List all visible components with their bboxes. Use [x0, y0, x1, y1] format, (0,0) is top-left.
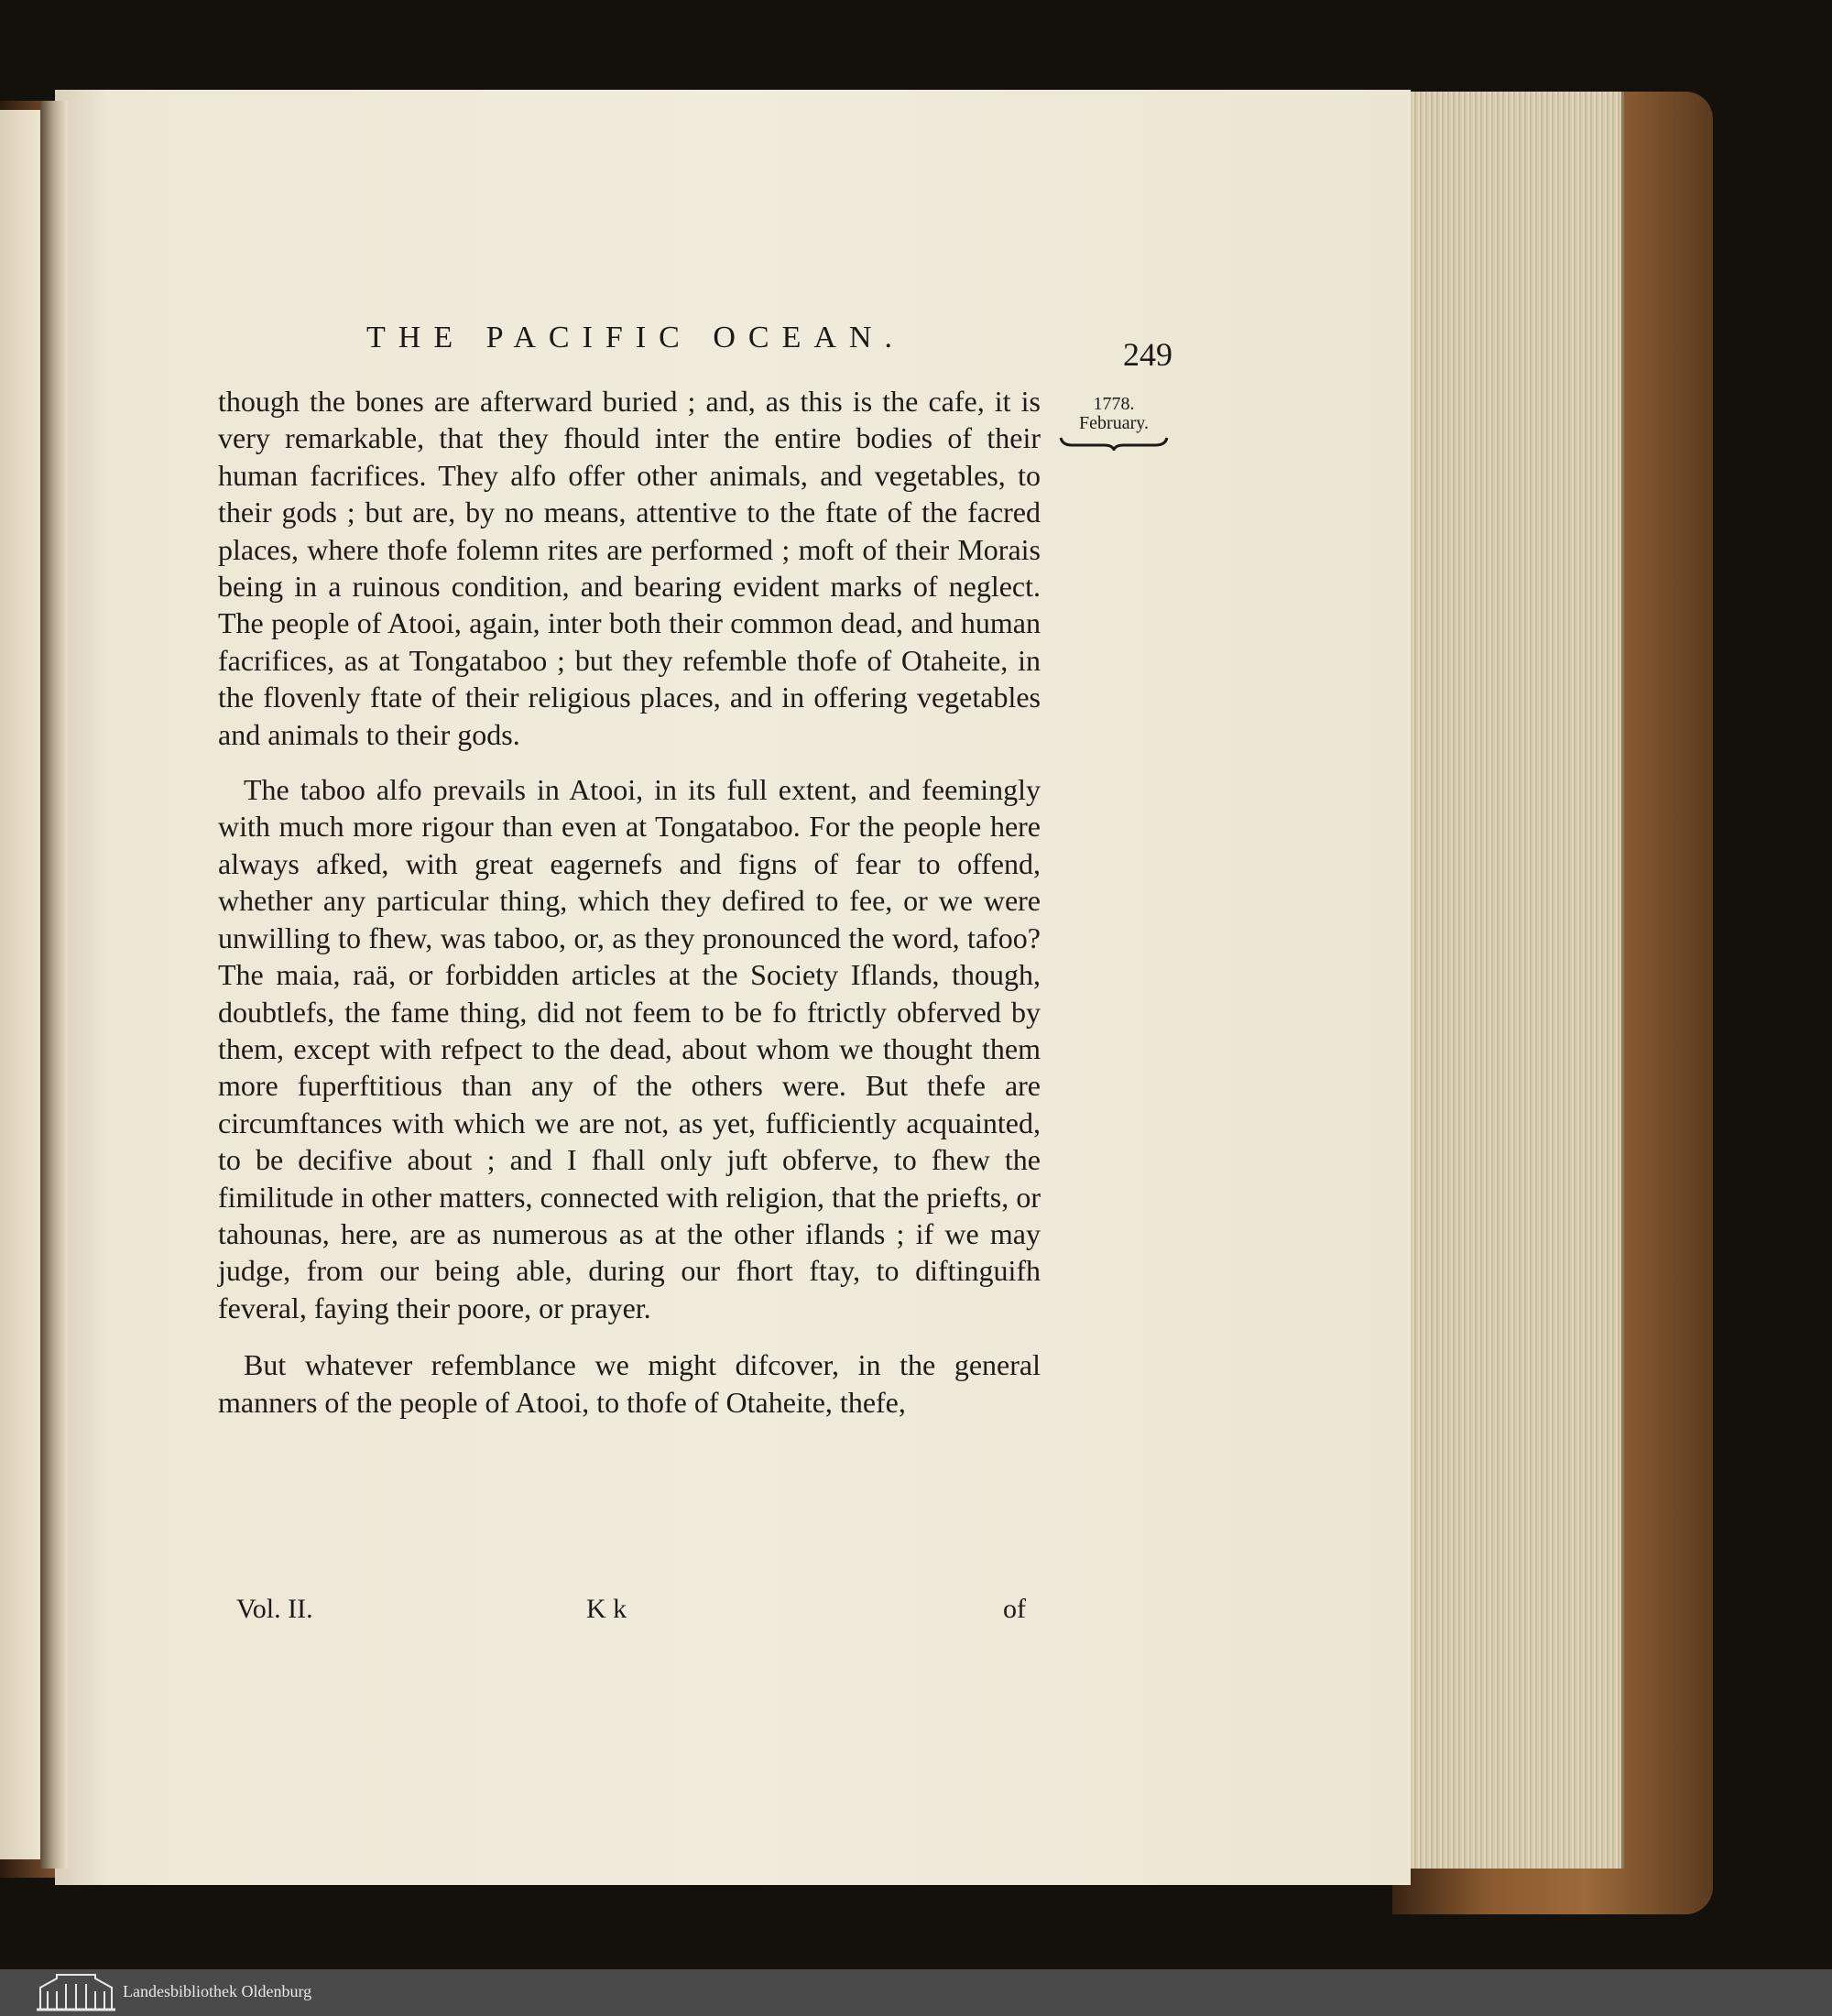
catchword: of: [1003, 1594, 1026, 1624]
body-text: [218, 383, 1041, 1421]
page-block-edges: [1406, 92, 1624, 1869]
library-building-icon: [37, 1971, 115, 2011]
left-page: [0, 110, 44, 1859]
library-name: Landesbibliothek Oldenburg: [123, 1982, 312, 2000]
margin-date-note: [1059, 394, 1169, 451]
paragraph-3: But whatever refemblance we might difcover, in the general manners of the people of Atooi, to thofe of Otaheite, thefe,: [218, 1348, 1041, 1419]
paragraph-1: though the bones are afterward buried ; and, as this is the cafe, it is very remarkable, that they fhould inter the entire bodies of their human facrifices. They alfo offer other animals, and vegetables, to their gods ; but are, by no means, attentive to the ftate of the facred places, where thofe folemn rites are performed ; moft of their Morais being in a ruinous condition, and bearing evident marks of neglect. The people of Atooi, again, inter both their common dead, and human facrifices, as at Tongataboo ; but they refemble thofe of Otaheite, in the flovenly ftate of their religious places, and in offering vegetables and animals to their gods.: [218, 385, 1041, 751]
paragraph-2: The taboo alfo prevails in Atooi, in its full extent, and feemingly with much more rigour than even at Tongataboo. For the people here always afked, with great eagernefs and figns of fear to offend, whether any particular thing, which they defired to fee, or we were unwilling to fhew, was taboo, or, as they pronounced the word, tafoo? The maia, raä, or forbidden articles at the Society Iflands, though, doubtlefs, the fame thing, did not feem to be fo ftrictly obferved by them, except with refpect to the dead, about whom we thought them more fuperftitious than any of the others were. But thefe are circumftances with which we are not, as yet, fufficiently acquainted, to be decifive about ; and I fhall only juft obferve, to fhew the fimilitude in other matters, connected with religion, that the priefts, or tahounas, here, are as numerous as at the other iflands ; if we may judge, from our being able, during our fhort ftay, to diftinguifh feveral, faying their poore, or prayer.: [218, 773, 1041, 1324]
volume-label: Vol. II.: [236, 1594, 313, 1624]
running-header: THE PACIFIC OCEAN.: [366, 321, 905, 354]
margin-month: February.: [1079, 413, 1149, 433]
signature-mark: K k: [586, 1594, 627, 1624]
margin-year: 1778.: [1093, 394, 1135, 414]
page-gutter: [40, 101, 68, 1869]
page-number: 249: [1123, 336, 1172, 373]
brace-icon: [1059, 436, 1169, 451]
